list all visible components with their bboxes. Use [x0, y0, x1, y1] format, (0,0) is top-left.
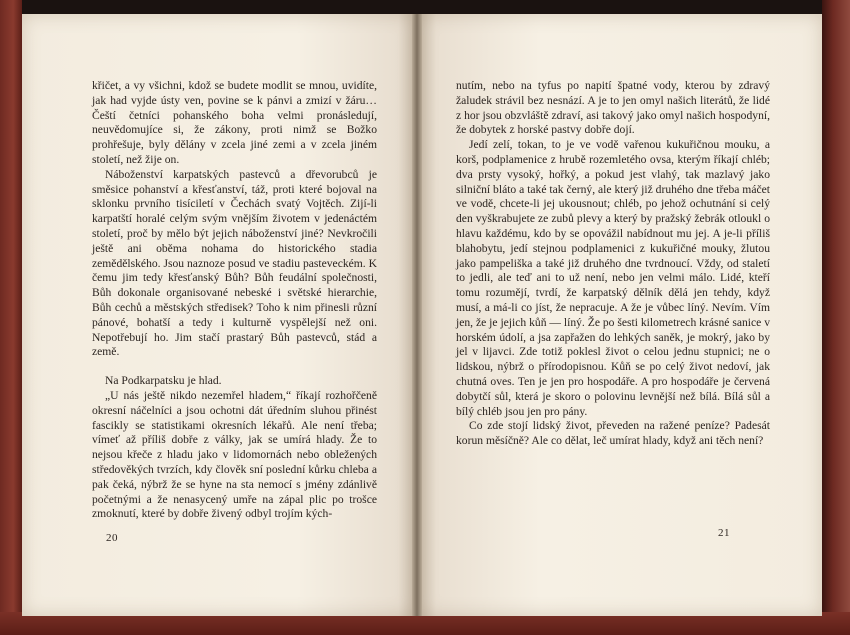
paragraph: „U nás ještě nikdo nezemřel hladem,“ říkají rozhořčeně okresní náčelníci a jsou ochotni dát úředním sluhou přinést fascikly se statistikami okresních lékařů. Ale není třeba; vímeť až příliš dobře z války, jak se umírá hlady. Že to nejsou křeče z hladu jako v lidomornách nebo obležených středověkých tvrzích, kdy člověk sní poslední kůrku chleba a pak čeká, nýbrž že se hyne na sta nemocí s jmény zdánlivě početnými a že nenasycený umře na zápal plic po trošce zmoknutí, které by dobře živený odbyl trojím kých-: [92, 388, 377, 521]
book-cover-right-edge: [822, 0, 850, 635]
paragraph: Na Podkarpatsku je hlad.: [105, 374, 222, 388]
page-number-right: 21: [718, 527, 730, 539]
paragraph: nutím, nebo na tyfus po napití špatné vody, kterou by zdravý žaludek strávil bez nesnází. A je to jen omyl našich literátů, že lidé z hor jsou obzvláště zdraví, asi takový jako omyl našich hospodyní, že dobytek z horské pastvy dobře dojí.: [456, 79, 770, 137]
paragraph: křičet, a vy všichni, kdož se budete modlit se mnou, uvidíte, jak had vyjde ústy ven, povine se k pánvi a zmizí v žáru… Čeští četníci pohanského boha velmi pronásledují, neuvědomujíce si, že zákony, proti nimž se Božko prohřešuje, byly dělány v zcela jiné zemi a v zcela jiném století, než žije on.: [92, 79, 377, 166]
page-number-left: 20: [106, 532, 118, 544]
right-page-text: [456, 79, 770, 449]
book-gutter: [412, 14, 422, 616]
paragraph: Co zde stojí lidský život, převeden na ražené peníze? Padesát korun měsíčně? Ale co dělat, leč umírat hlady, když ani těch není?: [456, 419, 770, 448]
paragraph: Jedí zelí, tokan, to je ve vodě vařenou kukuřičnou mouku, a korš, podplamenice z hrubě rozemletého ovsa, kterým říkají chléb; dva prsty vysoký, hořký, a pokud jest vlahý, tak mazlavý jako silniční bláto a také tak černý, ale který již druhého dne třeba máčet ve vodě, chcete-li jej ukousnout; chléb, po jehož ochutnání si celý den vyškrabujete ze zubů plevy a který by pražský žebrák otloukl o hlavu každému, kdo by se opovážil nabídnout mu jej. A je-li příliš blahobytu, jedí stejnou podplamenici z kukuřičné mouky, žlutou jako pampeliška a také již druhého dne tvrdnoucí. Vždy, od staletí to jedli, ale teď ani to už není, nebo jen velmi málo. Lidé, kteří tomu rozumějí, tvrdí, že karpatský dělník dělá jen tehdy, když musí, a má-li co jíst, že nepracuje. A že je vůbec líný. Nevím. Vím jen, že je jejich kůň — líný. Že po šesti kilometrech krásné sanice v horském údolí, a jsa zapřažen do lehkých saněk, je mokrý, jako by jel v lijavci. Zde totiž poklesl život o celou jednu stupnici; ne o lidskou, nýbrž o přírodopisnou. Kůň se po celý život nedoví, jak chutná oves. Ten je jen pro hospodáře. A pro hospodáře je červená dobytčí sůl, která je skoro o polovinu levnější než bílá. Bílá sůl a bílý chléb jsou jen pro pány.: [456, 138, 770, 418]
book-cover-left-edge: [0, 0, 22, 635]
left-page-text: [92, 79, 377, 522]
paragraph: Náboženství karpatských pastevců a dřevorubců je směsice pohanství a křesťanství, táž, proti které bojoval na sklonku prvního tisíciletí v Čechách svatý Vojtěch. Zijí-li karpatští horalé celým svým vnějším životem v jedenáctém století, proč by mělo být jejich náboženství jiné? Nevkročili ještě ani oběma nohama do historického stadia zemědělského. Jsou naznoze posud ve stadiu pasteveckém. K čemu jim tedy křesťanský Bůh? Bůh feudální společnosti, Bůh dokonale organisované nebeské i světské hierarchie, Bůh cechů a městských středisek? Toho k nim přinesli různí pánové, bohatší a tedy i kulturně vyspělejší než oni. Nepotřebují ho. Jim stačí prastarý Bůh pastevců, stád a země.: [92, 167, 377, 359]
